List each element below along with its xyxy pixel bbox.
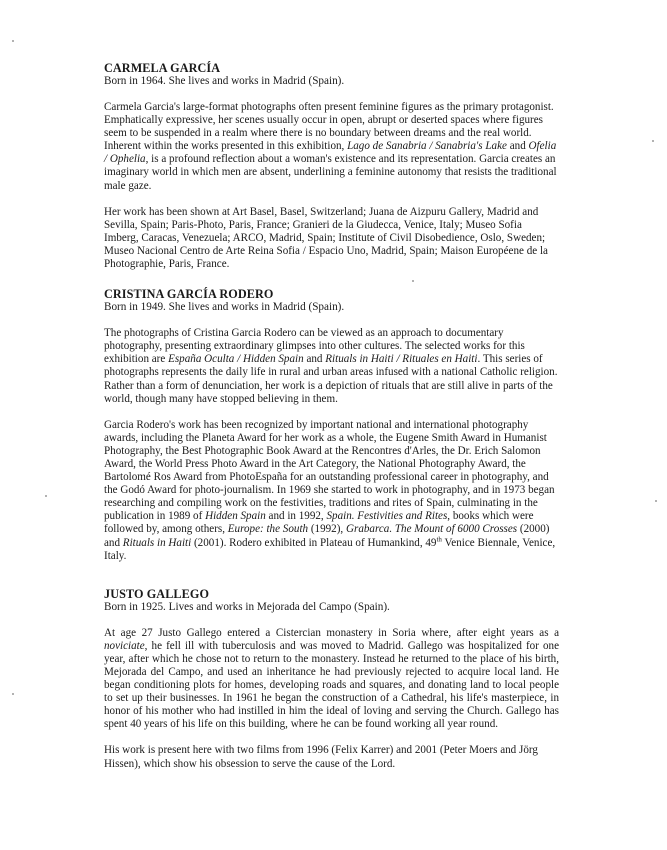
text-run: , is a profound reflection about a woman's existence and its representation. Garcia creates an imaginary world in which men are absent, underlining a feminine autonomy that resists the traditional male gaze. bbox=[104, 153, 557, 192]
text-run: , books which were followed by, among others, bbox=[104, 510, 534, 536]
scan-speck bbox=[12, 40, 14, 42]
text-run: (2000) and bbox=[104, 523, 550, 549]
document-page bbox=[104, 62, 559, 771]
italic-title: Rituals in Haiti / Rituales en Haiti bbox=[325, 353, 478, 366]
italic-title: Rituals in Haiti bbox=[122, 536, 192, 549]
scan-speck bbox=[45, 495, 47, 497]
artist-films bbox=[104, 744, 559, 770]
text-run: Her work has been shown at Art Basel, Basel, Switzerland; Juana de Aizpuru Gallery, Madrid and Sevilla, Spain; Paris-Photo, Paris, France; Granieri de la Giudecca, Venice, Italy; Museo Sofia Imberg, Caracas, Venezuela; ARCO, Madrid, Spain; Institute of Civil Disobedience, Oslo, Sweden; Museo Nacional Centro de Arte Reina Sofia / Espacio Uno, Madrid, Spain; Maison Européene de la Photographie, Paris, France. bbox=[104, 205, 548, 271]
artist-born-line: Born in 1949. She lives and works in Madrid (Spain). bbox=[104, 301, 345, 314]
artist-description bbox=[104, 101, 559, 193]
text-run: and bbox=[506, 140, 529, 153]
scan-speck bbox=[652, 140, 654, 142]
scan-speck bbox=[655, 500, 657, 502]
text-run: . This series of photographs represents the daily life in rural and urban areas infused with a national Catholic religion. Rather than a form of denunciation, her work is a depiction of rituals that are still alive in parts of the world, though many have stopped believing in them. bbox=[104, 353, 558, 405]
italic-title: España Oculta / Hidden Spain bbox=[168, 353, 304, 366]
italic-title: Lago de Sanabria / Sanabria's Lake bbox=[347, 140, 507, 153]
superscript: th bbox=[436, 534, 442, 543]
artist-name: JUSTO GALLEGO bbox=[104, 586, 210, 601]
text-run: The photographs of Cristina Garcia Rodero can be viewed as an approach to documentary photography, presenting extraordinary glimpses into other cultures. The selected works for this exhibition are bbox=[104, 327, 525, 366]
text-run: Venice Biennale, Venice, Italy. bbox=[104, 536, 556, 562]
text-run: , he fell ill with tuberculosis and was moved to Madrid. Gallego was hospitalized for one year, after which he chose not to return to the monastery. Instead he returned to the place of his birth, Mejorada del Campo, and used an inheritance he had previously rejected to acquire local land. He began conditioning plots for homes, developing roads and squares, and donating land to local people to set up their businesses. In 1961 he began the construction of a Cathedral, his life's masterpiece, in honor of his mother who had instilled in him the ideal of loving and serving the Church. Gallego has spent 40 years of his life on this building, where he can be found working all year round. bbox=[104, 639, 559, 731]
italic-title: Spain. Festivities and Rites bbox=[326, 510, 448, 523]
artist-description bbox=[104, 627, 559, 732]
scan-speck bbox=[412, 280, 414, 282]
scan-speck bbox=[12, 693, 14, 695]
artist-born-line: Born in 1964. She lives and works in Madrid (Spain). bbox=[104, 75, 345, 87]
artist-section-cristina-garcia-rodero bbox=[104, 288, 559, 563]
artist-born-line: Born in 1925. Lives and works in Mejorada del Campo (Spain). bbox=[104, 600, 390, 613]
text-run: His work is present here with two films from 1996 (Felix Karrer) and 2001 (Peter Moers and Jörg Hissen), which show his obsession to serve the cause of the Lord. bbox=[104, 744, 538, 770]
text-run: and bbox=[303, 353, 326, 366]
text-run: (1992), bbox=[308, 523, 346, 536]
artist-section-carmela-garcia bbox=[104, 62, 559, 271]
artist-description bbox=[104, 327, 559, 406]
artist-section-justo-gallego bbox=[104, 588, 559, 771]
artist-awards bbox=[104, 419, 559, 563]
artist-name: CRISTINA GARCÍA RODERO bbox=[104, 287, 274, 302]
italic-title: Hidden Spain bbox=[205, 510, 266, 523]
text-run: Garcia Rodero's work has been recognized by important national and international photography awards, including the Planeta Award for her work as a whole, the Eugene Smith Award in Humanist Photography, the Best Photographic Book Award at the Rencontres d'Arles, the Dr. Erich Salomon Award, the World Press Photo Award in the Art Category, the National Photography Award, the Bartolomé Ros Award from PhotoEspaña for an outstanding professional career in photography, and the Godó Award for photo-journalism. In 1969 she started to work in photography, and in 1973 began researching and compiling work on the festivities, traditions and rites of Spain, culminating in the publication in 1989 of bbox=[104, 418, 555, 523]
artist-name: CARMELA GARCÍA bbox=[104, 61, 221, 75]
italic-title: Grabarca. The Mount of 6000 Crosses bbox=[345, 523, 518, 536]
text-run: and in 1992, bbox=[265, 510, 327, 523]
italic-title: noviciate bbox=[104, 639, 145, 652]
text-run: At age 27 Justo Gallego entered a Cistercian monastery in Soria where, after eight years as a bbox=[104, 626, 559, 639]
text-run: Carmela Garcia's large-format photographs often present feminine figures as the primary protagonist. Emphatically expressive, her scenes usually occur in open, abrupt or deserted spaces where figures seem to be suspended in a realm where there is no boundary between dreams and the real world. Inherent within the works presented in this exhibition, bbox=[104, 101, 554, 153]
text-run: (2001). Rodero exhibited in Plateau of Humankind, 49 bbox=[191, 536, 437, 549]
artist-exhibitions bbox=[104, 206, 559, 271]
italic-title: Europe: the South bbox=[227, 523, 309, 536]
italic-title: Ofelia / Ophelia bbox=[104, 140, 557, 166]
